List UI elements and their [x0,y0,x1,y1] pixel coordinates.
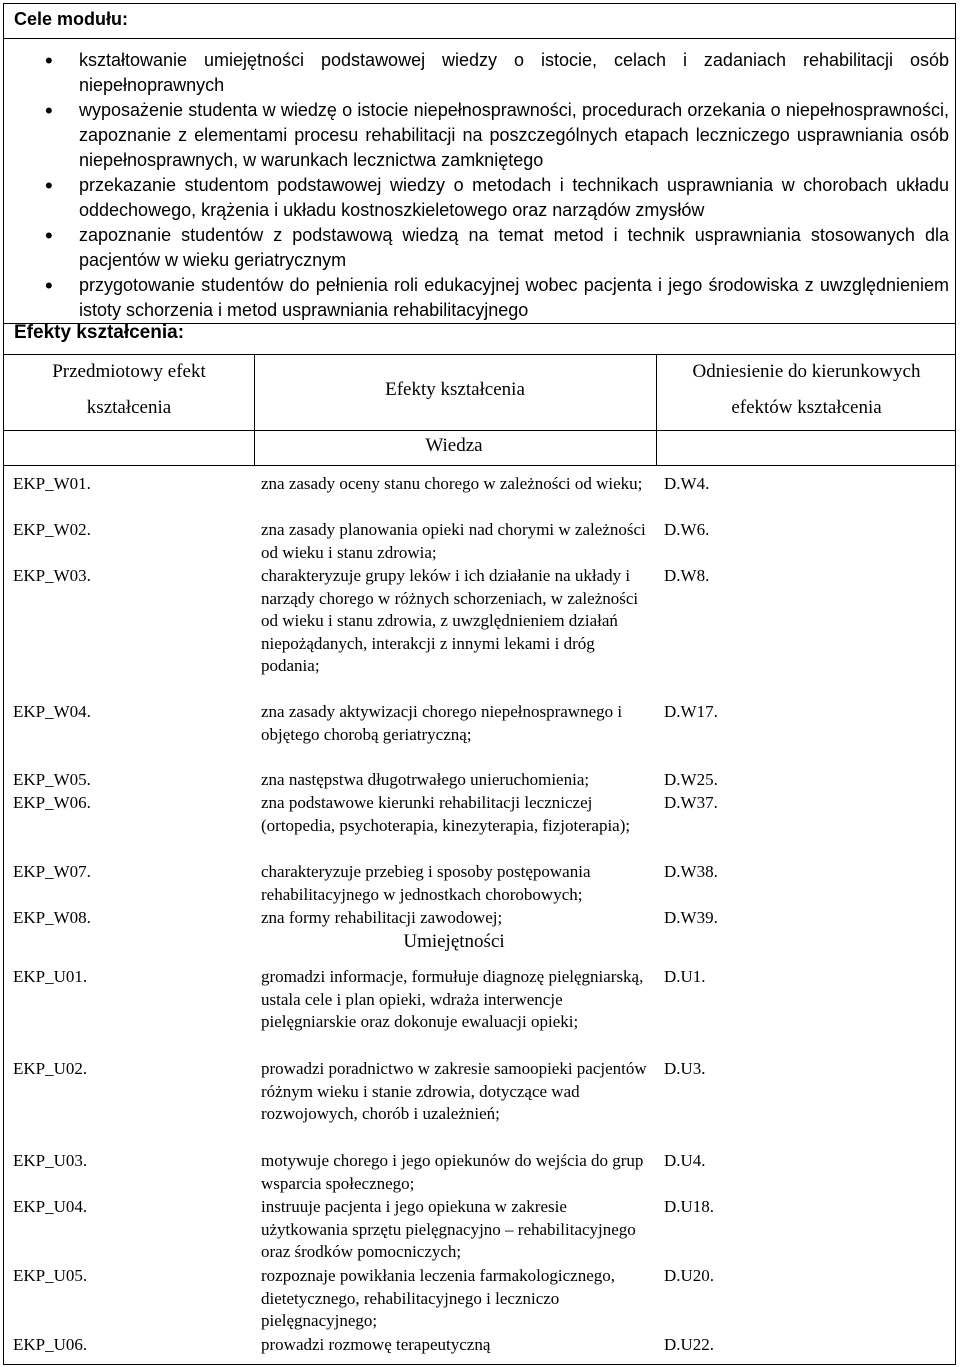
effect-code: EKP_W03. [13,566,91,585]
effect-ref: D.W4. [664,474,710,493]
goal-item: • wyposażenie studenta w wiedzę o istocie niepełnosprawności, procedurach orzekania o niepełnosprawności, zapoznanie z elementami procesu rehabilitacji na poszczególnych etapach leczniczego usprawniania osób niepełnosprawnych, w warunkach lecznictwa zamkniętego [79,98,949,173]
effect-code: EKP_U03. [13,1151,88,1170]
effect-ref: D.W39. [664,908,718,927]
header-divider [4,430,956,431]
effect-ref: D.U4. [664,1151,706,1170]
effect-ref: D.U20. [664,1266,715,1285]
divider [4,38,956,39]
header-subject-effect: Przedmiotowy efekt kształcenia [52,361,206,418]
effect-code: EKP_W06. [13,793,91,812]
effect-desc: charakteryzuje grupy leków i ich działanie na układy i narządy chorego w różnych schorzeniach, w zależności od wieku i stanu zdrowia, z uwzględnieniem działań niepożądanych, interakcji z innymi lekami i dróg podania; [261,566,639,675]
goal-item: • przekazanie studentom podstawowej wiedzy o metodach i technikach usprawniania w chorobach układu oddechowego, krążenia i układu kostnoszkieletowego oraz narządów zmysłów [79,173,949,223]
effect-code: EKP_U04. [13,1197,88,1216]
skills-label: Umiejętności [403,931,505,952]
effect-ref: D.W8. [664,566,710,585]
effect-desc: gromadzi informacje, formułuje diagnozę pielęgniarską, ustala cele i plan opieki, wdraża interwencje pielęgniarskie oraz dokonuje ewaluacji opieki; [261,967,644,1031]
goals-title: Cele modułu: [14,9,129,29]
effect-code: EKP_U02. [13,1059,88,1078]
header-effects: Efekty kształcenia [385,379,525,400]
effect-desc: zna zasady oceny stanu chorego w zależności od wieku; [261,474,643,493]
effect-code: EKP_U05. [13,1266,88,1285]
effect-desc: zna następstwa długotrwałego unieruchomienia; [261,770,590,789]
effect-code: EKP_W02. [13,520,91,539]
effect-ref: D.U3. [664,1059,706,1078]
effect-code: EKP_W01. [13,474,91,493]
effect-ref: D.W37. [664,793,718,812]
effect-code: EKP_U01. [13,967,88,986]
header-reference: Odniesienie do kierunkowych efektów kształcenia [692,361,921,418]
effect-desc: zna zasady aktywizacji chorego niepełnosprawnego i objętego chorobą geriatryczną; [261,702,623,744]
effect-code: EKP_W05. [13,770,91,789]
effect-desc: motywuje chorego i jego opiekunów do wejścia do grup wsparcia społecznego; [261,1151,644,1193]
goal-item: • zapoznanie studentów z podstawową wiedzą na temat metod i technik usprawniania stosowanych dla pacjentów w wieku geriatrycznym [79,223,949,273]
effect-desc: zna podstawowe kierunki rehabilitacji leczniczej (ortopedia, psychoterapia, kinezyterapia, fizjoterapia); [261,793,631,835]
effect-ref: D.W38. [664,862,718,881]
effect-desc: instruuje pacjenta i jego opiekuna w zakresie użytkowania sprzętu pielęgnacyjno – rehabilitacyjnego oraz środków pomocniczych; [261,1197,636,1261]
effect-ref: D.W6. [664,520,710,539]
knowledge-divider [4,465,956,466]
effect-ref: D.U22. [664,1335,715,1354]
effect-ref: D.U1. [664,967,706,986]
effect-code: EKP_W08. [13,908,91,927]
effect-ref: D.W25. [664,770,718,789]
module-frame [3,3,956,1365]
effect-code: EKP_W04. [13,702,91,721]
effect-desc: prowadzi poradnictwo w zakresie samoopieki pacjentów różnym wieku i stanie zdrowia, dotyczące wad rozwojowych, chorób i uzależnień; [261,1059,647,1123]
effect-desc: zna formy rehabilitacji zawodowej; [261,908,503,927]
effect-ref: D.W17. [664,702,718,721]
knowledge-label: Wiedza [425,435,483,456]
effect-desc: zna zasady planowania opieki nad chorymi w zależności od wieku i stanu zdrowia; [261,520,646,562]
effect-desc: charakteryzuje przebieg i sposoby postępowania rehabilitacyjnego w jednostkach chorobowych; [261,862,591,904]
effect-ref: D.U18. [664,1197,715,1216]
effects-title: Efekty kształcenia: [14,322,185,343]
effect-desc: prowadzi rozmowę terapeutyczną [261,1335,491,1354]
goals-list [79,48,949,323]
goal-item: • kształtowanie umiejętności podstawowej wiedzy o istocie, celach i zadaniach rehabilitacji osób niepełnoprawnych [79,48,949,98]
effect-desc: rozpoznaje powikłania leczenia farmakologicznego, dietetycznego, rehabilitacyjnego i leczniczo pielęgnacyjnego; [261,1266,615,1330]
effect-code: EKP_U06. [13,1335,88,1354]
effect-code: EKP_W07. [13,862,91,881]
goal-item: • przygotowanie studentów do pełnienia roli edukacyjnej wobec pacjenta i jego środowiska z uwzględnieniem istoty schorzenia i metod usprawniania rehabilitacyjnego [79,273,949,323]
